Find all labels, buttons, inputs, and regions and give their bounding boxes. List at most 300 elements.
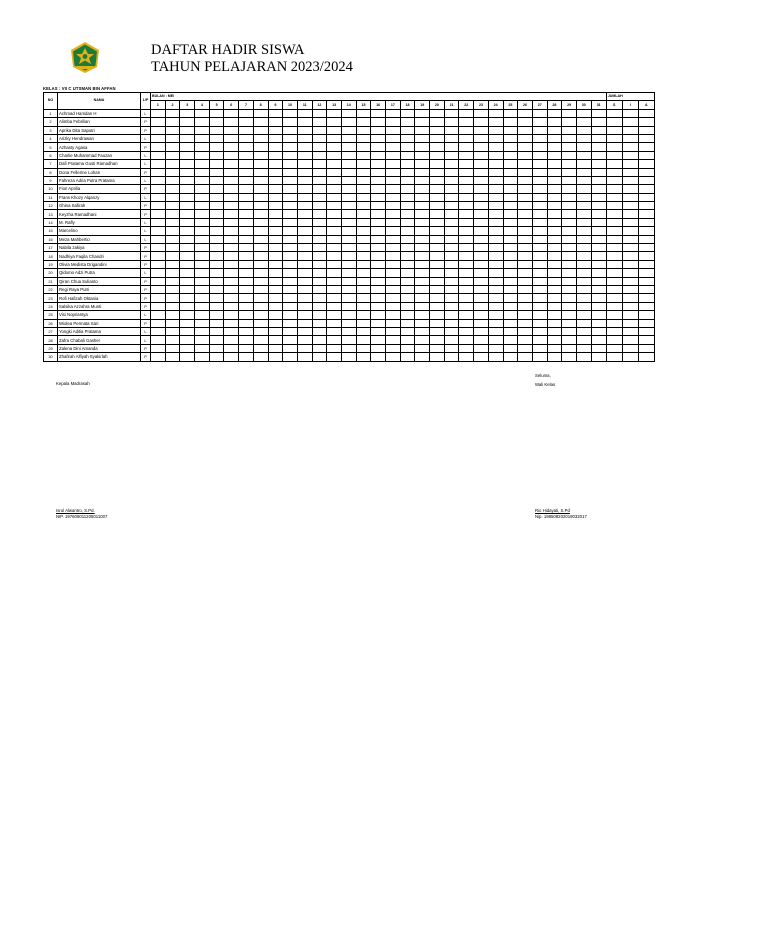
attendance-cell: [327, 227, 342, 235]
attendance-cell: [371, 185, 386, 193]
attendance-cell: [327, 353, 342, 361]
attendance-cell: [268, 252, 283, 260]
attendance-cell: [371, 218, 386, 226]
student-gender: P: [141, 126, 151, 134]
summary-cell: [622, 185, 638, 193]
attendance-cell: [165, 227, 180, 235]
attendance-cell: [180, 134, 195, 142]
table-row: [44, 134, 655, 142]
attendance-cell: [165, 193, 180, 201]
student-no: 29: [44, 344, 58, 352]
attendance-cell: [459, 134, 474, 142]
attendance-cell: [312, 252, 327, 260]
attendance-cell: [180, 302, 195, 310]
attendance-cell: [400, 252, 415, 260]
summary-cell: [638, 285, 654, 293]
attendance-cell: [151, 344, 166, 352]
attendance-cell: [576, 269, 591, 277]
attendance-cell: [503, 134, 518, 142]
day-header: 9: [268, 101, 283, 109]
attendance-cell: [415, 336, 430, 344]
attendance-cell: [209, 353, 224, 361]
day-header: 21: [444, 101, 459, 109]
attendance-cell: [591, 260, 606, 268]
attendance-cell: [547, 336, 562, 344]
attendance-cell: [518, 277, 533, 285]
attendance-cell: [415, 218, 430, 226]
left-signature-block: [56, 381, 90, 387]
attendance-cell: [474, 336, 489, 344]
attendance-cell: [312, 109, 327, 117]
student-name: Ghina Safirah: [58, 202, 141, 210]
attendance-cell: [151, 143, 166, 151]
attendance-cell: [430, 344, 445, 352]
attendance-cell: [283, 151, 298, 159]
attendance-cell: [474, 176, 489, 184]
attendance-cell: [562, 294, 577, 302]
attendance-cell: [532, 143, 547, 151]
attendance-cell: [386, 185, 401, 193]
summary-cell: [622, 218, 638, 226]
attendance-cell: [518, 302, 533, 310]
attendance-cell: [180, 218, 195, 226]
day-header: 16: [371, 101, 386, 109]
attendance-cell: [591, 277, 606, 285]
attendance-cell: [180, 143, 195, 151]
attendance-cell: [400, 244, 415, 252]
student-gender: P: [141, 260, 151, 268]
attendance-cell: [444, 118, 459, 126]
attendance-cell: [576, 294, 591, 302]
attendance-cell: [283, 109, 298, 117]
attendance-cell: [224, 244, 239, 252]
attendance-cell: [474, 269, 489, 277]
student-name: Rofi Hafizah Oktania: [58, 294, 141, 302]
attendance-cell: [327, 185, 342, 193]
summary-cell: [638, 109, 654, 117]
attendance-cell: [341, 168, 356, 176]
attendance-cell: [532, 327, 547, 335]
attendance-cell: [239, 168, 254, 176]
attendance-cell: [444, 210, 459, 218]
attendance-cell: [327, 252, 342, 260]
attendance-cell: [444, 319, 459, 327]
attendance-cell: [562, 336, 577, 344]
attendance-cell: [562, 134, 577, 142]
attendance-cell: [532, 118, 547, 126]
student-no: 5: [44, 143, 58, 151]
attendance-cell: [327, 319, 342, 327]
attendance-cell: [459, 176, 474, 184]
attendance-cell: [312, 327, 327, 335]
attendance-cell: [503, 185, 518, 193]
day-header: 14: [341, 101, 356, 109]
attendance-cell: [503, 269, 518, 277]
attendance-cell: [400, 126, 415, 134]
attendance-cell: [591, 302, 606, 310]
attendance-cell: [547, 193, 562, 201]
attendance-cell: [386, 176, 401, 184]
student-no: 28: [44, 336, 58, 344]
attendance-cell: [562, 235, 577, 243]
attendance-cell: [444, 327, 459, 335]
attendance-cell: [195, 143, 210, 151]
attendance-cell: [341, 109, 356, 117]
attendance-cell: [488, 327, 503, 335]
attendance-cell: [532, 344, 547, 352]
attendance-cell: [430, 126, 445, 134]
attendance-cell: [532, 269, 547, 277]
student-no: 2: [44, 118, 58, 126]
attendance-cell: [151, 353, 166, 361]
attendance-cell: [474, 327, 489, 335]
attendance-cell: [488, 160, 503, 168]
attendance-cell: [532, 109, 547, 117]
attendance-cell: [165, 185, 180, 193]
attendance-cell: [576, 202, 591, 210]
attendance-cell: [195, 134, 210, 142]
attendance-cell: [341, 311, 356, 319]
student-no: 24: [44, 302, 58, 310]
attendance-cell: [518, 109, 533, 117]
attendance-cell: [327, 168, 342, 176]
student-no: 26: [44, 319, 58, 327]
attendance-cell: [459, 260, 474, 268]
attendance-cell: [576, 260, 591, 268]
attendance-cell: [386, 311, 401, 319]
summary-cell: [622, 235, 638, 243]
attendance-cell: [239, 260, 254, 268]
attendance-cell: [562, 126, 577, 134]
attendance-cell: [209, 210, 224, 218]
attendance-cell: [180, 235, 195, 243]
attendance-cell: [283, 336, 298, 344]
attendance-cell: [444, 235, 459, 243]
attendance-cell: [151, 319, 166, 327]
summary-cell: [622, 294, 638, 302]
attendance-cell: [386, 202, 401, 210]
attendance-cell: [312, 227, 327, 235]
attendance-cell: [444, 244, 459, 252]
attendance-cell: [327, 336, 342, 344]
attendance-cell: [268, 210, 283, 218]
attendance-cell: [386, 210, 401, 218]
attendance-cell: [268, 193, 283, 201]
attendance-cell: [547, 353, 562, 361]
attendance-cell: [562, 277, 577, 285]
attendance-cell: [297, 344, 312, 352]
attendance-cell: [532, 126, 547, 134]
attendance-cell: [327, 143, 342, 151]
attendance-cell: [151, 118, 166, 126]
attendance-cell: [532, 235, 547, 243]
student-no: 17: [44, 244, 58, 252]
attendance-cell: [503, 311, 518, 319]
attendance-cell: [195, 244, 210, 252]
attendance-cell: [151, 193, 166, 201]
summary-cell: [606, 185, 622, 193]
attendance-cell: [474, 244, 489, 252]
attendance-cell: [209, 277, 224, 285]
attendance-cell: [400, 302, 415, 310]
attendance-cell: [562, 302, 577, 310]
attendance-cell: [591, 185, 606, 193]
attendance-cell: [297, 302, 312, 310]
summary-cell: [606, 302, 622, 310]
attendance-cell: [151, 277, 166, 285]
summary-cell: [606, 327, 622, 335]
attendance-cell: [268, 277, 283, 285]
attendance-cell: [371, 302, 386, 310]
attendance-cell: [488, 336, 503, 344]
attendance-cell: [400, 353, 415, 361]
table-row: [44, 327, 655, 335]
attendance-cell: [488, 218, 503, 226]
attendance-cell: [371, 244, 386, 252]
attendance-cell: [341, 260, 356, 268]
attendance-cell: [415, 151, 430, 159]
attendance-cell: [400, 168, 415, 176]
attendance-cell: [444, 160, 459, 168]
attendance-cell: [297, 311, 312, 319]
attendance-cell: [165, 285, 180, 293]
attendance-cell: [503, 218, 518, 226]
attendance-cell: [224, 311, 239, 319]
attendance-cell: [239, 344, 254, 352]
summary-cell: [606, 218, 622, 226]
attendance-cell: [474, 134, 489, 142]
attendance-cell: [400, 185, 415, 193]
attendance-cell: [400, 269, 415, 277]
attendance-cell: [151, 176, 166, 184]
attendance-cell: [415, 176, 430, 184]
student-name: Meza Mahbertio: [58, 235, 141, 243]
attendance-cell: [518, 160, 533, 168]
summary-cell: [622, 344, 638, 352]
table-row: [44, 244, 655, 252]
attendance-cell: [415, 126, 430, 134]
attendance-cell: [386, 344, 401, 352]
table-row: [44, 285, 655, 293]
attendance-cell: [180, 160, 195, 168]
summary-cell: [606, 126, 622, 134]
attendance-cell: [503, 168, 518, 176]
attendance-cell: [386, 327, 401, 335]
attendance-cell: [444, 218, 459, 226]
attendance-cell: [239, 210, 254, 218]
attendance-cell: [341, 319, 356, 327]
summary-cell: [622, 302, 638, 310]
attendance-cell: [386, 353, 401, 361]
attendance-cell: [283, 168, 298, 176]
table-row: [44, 160, 655, 168]
attendance-cell: [239, 218, 254, 226]
attendance-cell: [518, 244, 533, 252]
attendance-cell: [341, 227, 356, 235]
day-header: 12: [312, 101, 327, 109]
attendance-cell: [576, 319, 591, 327]
attendance-cell: [297, 109, 312, 117]
attendance-cell: [386, 118, 401, 126]
summary-header: A: [638, 101, 654, 109]
attendance-cell: [180, 285, 195, 293]
summary-cell: [638, 294, 654, 302]
attendance-cell: [180, 344, 195, 352]
student-name: Aprika Dita Saputri: [58, 126, 141, 134]
attendance-cell: [459, 118, 474, 126]
summary-cell: [606, 235, 622, 243]
attendance-cell: [488, 269, 503, 277]
attendance-cell: [532, 294, 547, 302]
attendance-cell: [356, 168, 371, 176]
attendance-cell: [400, 176, 415, 184]
attendance-cell: [474, 118, 489, 126]
summary-cell: [622, 260, 638, 268]
attendance-cell: [503, 277, 518, 285]
attendance-cell: [209, 336, 224, 344]
attendance-cell: [312, 160, 327, 168]
attendance-cell: [224, 252, 239, 260]
attendance-cell: [400, 235, 415, 243]
attendance-cell: [356, 134, 371, 142]
attendance-cell: [312, 134, 327, 142]
attendance-cell: [415, 302, 430, 310]
attendance-cell: [459, 252, 474, 260]
attendance-cell: [297, 202, 312, 210]
attendance-cell: [400, 336, 415, 344]
student-gender: P: [141, 302, 151, 310]
attendance-cell: [503, 235, 518, 243]
attendance-cell: [371, 235, 386, 243]
attendance-cell: [195, 285, 210, 293]
attendance-cell: [253, 277, 268, 285]
attendance-cell: [415, 193, 430, 201]
attendance-cell: [268, 168, 283, 176]
attendance-cell: [488, 302, 503, 310]
attendance-cell: [327, 285, 342, 293]
attendance-cell: [503, 109, 518, 117]
attendance-cell: [576, 193, 591, 201]
attendance-cell: [297, 227, 312, 235]
summary-cell: [622, 118, 638, 126]
attendance-cell: [415, 118, 430, 126]
attendance-cell: [283, 126, 298, 134]
student-gender: L: [141, 176, 151, 184]
attendance-cell: [503, 294, 518, 302]
attendance-cell: [239, 227, 254, 235]
attendance-cell: [268, 353, 283, 361]
attendance-cell: [591, 118, 606, 126]
attendance-cell: [503, 126, 518, 134]
attendance-cell: [547, 294, 562, 302]
summary-cell: [638, 126, 654, 134]
attendance-cell: [576, 168, 591, 176]
student-gender: L: [141, 193, 151, 201]
attendance-cell: [518, 176, 533, 184]
attendance-cell: [576, 311, 591, 319]
attendance-cell: [591, 235, 606, 243]
attendance-cell: [562, 143, 577, 151]
header-nama: NAMA: [58, 93, 141, 110]
attendance-cell: [444, 277, 459, 285]
summary-cell: [638, 210, 654, 218]
attendance-cell: [547, 160, 562, 168]
attendance-cell: [591, 285, 606, 293]
student-no: 25: [44, 311, 58, 319]
attendance-cell: [356, 302, 371, 310]
attendance-cell: [400, 319, 415, 327]
attendance-cell: [165, 277, 180, 285]
attendance-cell: [518, 285, 533, 293]
attendance-cell: [283, 160, 298, 168]
attendance-cell: [327, 302, 342, 310]
attendance-cell: [165, 118, 180, 126]
attendance-cell: [224, 302, 239, 310]
attendance-cell: [327, 160, 342, 168]
student-name: Charlie Muhammad Fauzan: [58, 151, 141, 159]
attendance-cell: [165, 319, 180, 327]
attendance-cell: [239, 134, 254, 142]
attendance-cell: [356, 227, 371, 235]
attendance-cell: [165, 126, 180, 134]
student-gender: L: [141, 336, 151, 344]
attendance-cell: [518, 151, 533, 159]
table-row: [44, 126, 655, 134]
summary-cell: [606, 227, 622, 235]
attendance-cell: [165, 151, 180, 159]
attendance-cell: [503, 302, 518, 310]
attendance-cell: [576, 143, 591, 151]
attendance-cell: [165, 160, 180, 168]
attendance-cell: [195, 336, 210, 344]
attendance-cell: [195, 160, 210, 168]
attendance-cell: [253, 151, 268, 159]
attendance-cell: [209, 118, 224, 126]
attendance-cell: [151, 134, 166, 142]
attendance-cell: [195, 294, 210, 302]
attendance-cell: [253, 202, 268, 210]
attendance-cell: [576, 109, 591, 117]
student-no: 1: [44, 109, 58, 117]
attendance-cell: [459, 235, 474, 243]
attendance-cell: [224, 260, 239, 268]
attendance-cell: [444, 336, 459, 344]
attendance-cell: [386, 143, 401, 151]
attendance-cell: [430, 294, 445, 302]
attendance-cell: [327, 210, 342, 218]
attendance-cell: [430, 235, 445, 243]
student-gender: L: [141, 311, 151, 319]
attendance-cell: [518, 336, 533, 344]
student-no: 6: [44, 151, 58, 159]
attendance-cell: [415, 109, 430, 117]
attendance-cell: [430, 285, 445, 293]
attendance-cell: [312, 244, 327, 252]
attendance-cell: [195, 193, 210, 201]
attendance-cell: [518, 319, 533, 327]
summary-cell: [606, 176, 622, 184]
attendance-cell: [400, 160, 415, 168]
attendance-cell: [430, 160, 445, 168]
attendance-cell: [415, 185, 430, 193]
student-name: Visi Nopriantya: [58, 311, 141, 319]
attendance-cell: [327, 260, 342, 268]
attendance-cell: [312, 168, 327, 176]
attendance-cell: [195, 235, 210, 243]
table-row: [44, 344, 655, 352]
attendance-cell: [503, 344, 518, 352]
summary-cell: [622, 353, 638, 361]
